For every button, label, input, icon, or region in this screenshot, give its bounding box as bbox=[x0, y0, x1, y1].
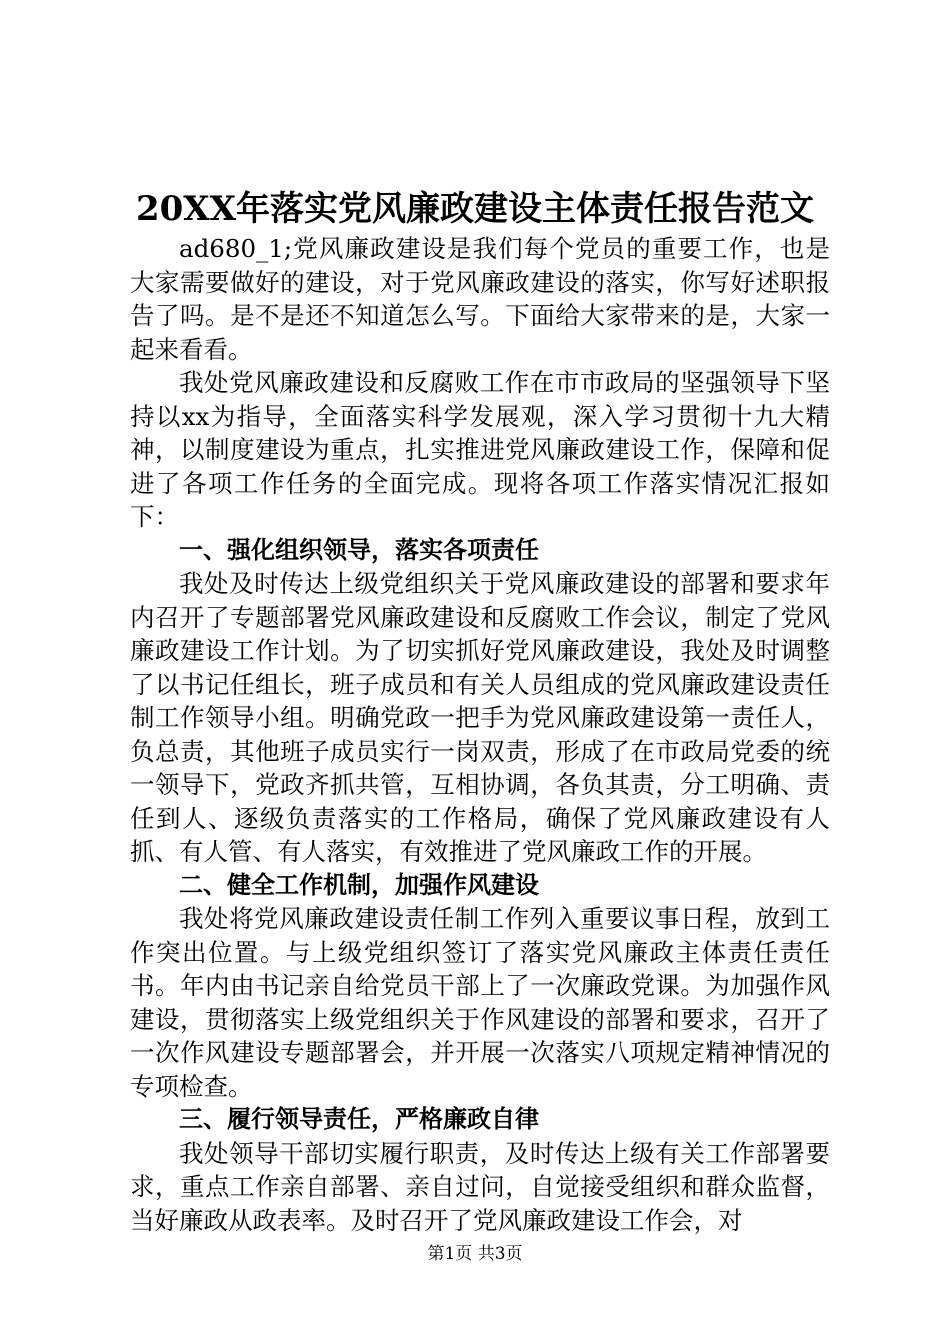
page-footer: 第1页 共3页 bbox=[427, 1244, 523, 1264]
section-heading-2: 二、健全工作机制，加强作风建设 bbox=[179, 870, 539, 899]
paragraph-section-1: 我处及时传达上级党组织关于党风廉政建设的部署和要求年内召开了专题部署党风廉政建设和反腐败工作会议，制定了党风廉政建设工作计划。为了切实抓好党风廉政建设，我处及时调整了以书记任组长，班子成员和有关人员组成的党风廉政建设责任制工作领导小组。明确党政一把手为党风廉政建设第一责任人，负总责，其他班子成员实行一岗双责，形成了在市政局党委的统一领导下，党政齐抓共管，互相协调，各负其责，分工明确、责任到人、逐级负责落实的工作格局，确保了党风廉政建设有人抓、有人管、有人落实，有效推进了党风廉政工作的开展。 bbox=[130, 569, 830, 866]
paragraph-section-3: 我处领导干部切实履行职责，及时传达上级有关工作部署要求，重点工作亲自部署、亲自过问，自觉接受组织和群众监督，当好廉政从政表率。及时召开了党风廉政建设工作会，对 bbox=[130, 1138, 830, 1235]
document-body bbox=[130, 232, 830, 1237]
section-heading-3: 三、履行领导责任，严格廉政自律 bbox=[179, 1105, 539, 1133]
paragraph-intro: ad680_1;党风廉政建设是我们每个党员的重要工作，也是大家需要做好的建设，对于党风廉政建设的落实，你写好述职报告了吗。是不是还不知道怎么写。下面给大家带来的是，大家一起来看看。 bbox=[130, 234, 830, 364]
document-title: 20XX年落实党风廉政建设主体责任报告范文 bbox=[135, 189, 815, 229]
paragraph-overview: 我处党风廉政建设和反腐败工作在市市政局的坚强领导下坚持以xx为指导，全面落实科学发展观，深入学习贯彻十九大精神，以制度建设为重点，扎实推进党风廉政建设工作，保障和促进了各项工作任务的全面完成。现将各项工作落实情况汇报如下： bbox=[130, 368, 830, 531]
paragraph-section-2: 我处将党风廉政建设责任制工作列入重要议事日程，放到工作突出位置。与上级党组织签订了落实党风廉政主体责任责任书。年内由书记亲自给党员干部上了一次廉政党课。为加强作风建设，贯彻落实上级党组织关于作风建设的部署和要求，召开了一次作风建设专题部署会，并开展一次落实八项规定精神情况的专项检查。 bbox=[130, 904, 830, 1101]
section-heading-1: 一、强化组织领导，落实各项责任 bbox=[179, 535, 539, 564]
